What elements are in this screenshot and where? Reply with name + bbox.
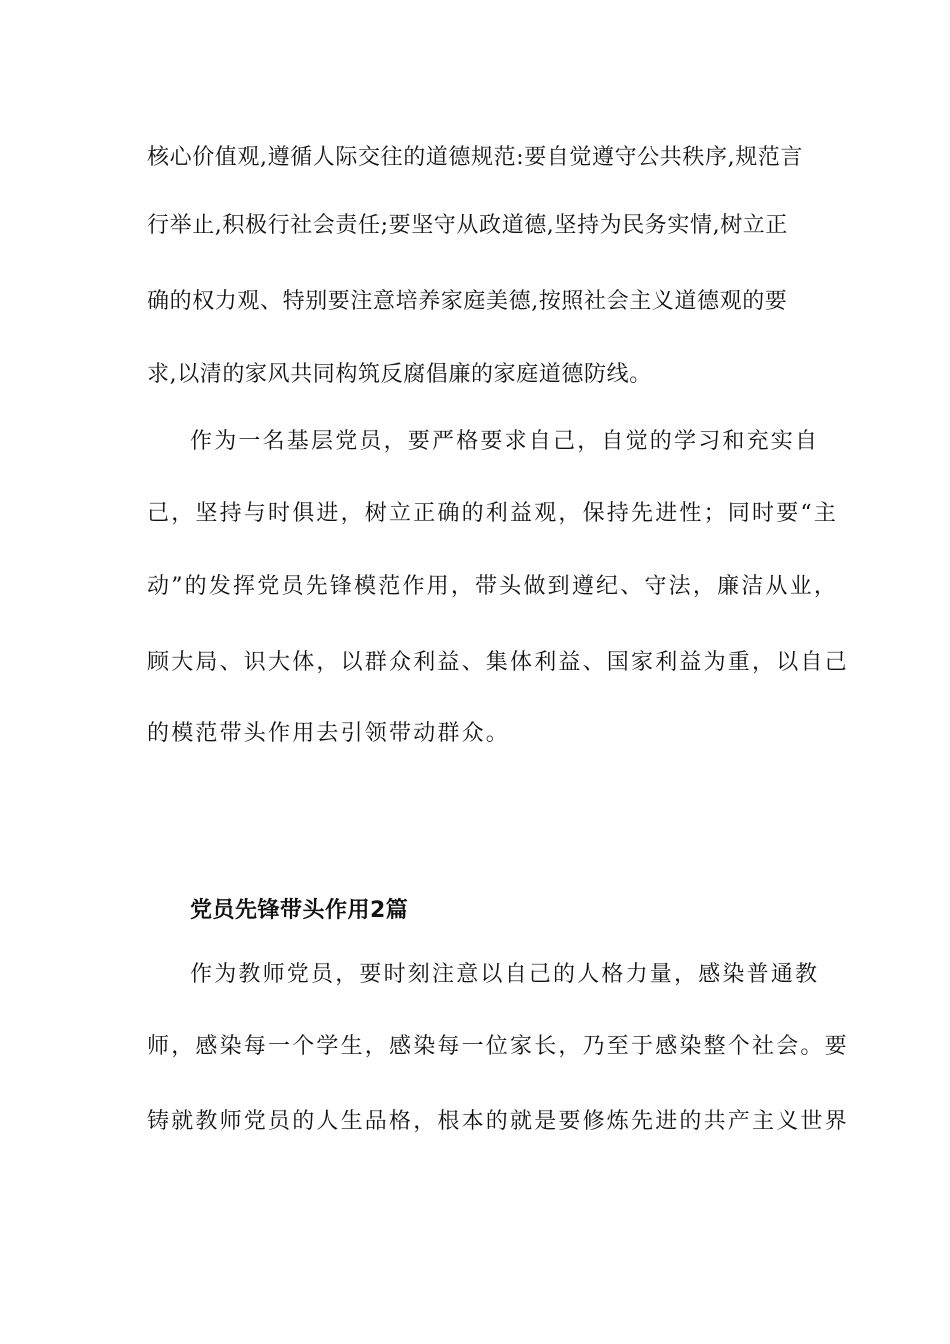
paragraph-2-line-3: 动”的发挥党员先锋模范作用，带头做到遵纪、守法，廉洁从业， (147, 574, 839, 599)
paragraph-1-line-3: 确的权力观、特别要注意培养家庭美德,按照社会主义道德观的要 (147, 289, 788, 314)
paragraph-3-line-2: 师，感染每一个学生，感染每一位家长，乃至于感染整个社会。要 (147, 1034, 849, 1059)
paragraph-2-line-4: 顾大局、识大体，以群众利益、集体利益、国家利益为重，以自己 (147, 650, 849, 675)
paragraph-2-line-5: 的模范带头作用去引领带动群众。 (147, 721, 511, 746)
paragraph-1-line-4: 求,以清的家风共同构筑反腐倡廉的家庭道德防线。 (147, 362, 652, 387)
section-heading: 党员先锋带头作用2篇 (190, 898, 409, 923)
paragraph-3-line-3: 铸就教师党员的人生品格，根本的就是要修炼先进的共产主义世界 (147, 1109, 849, 1134)
paragraph-3-line-1: 作为教师党员，要时刻注意以自己的人格力量，感染普通教 (190, 962, 820, 987)
paragraph-2-line-1: 作为一名基层党员，要严格要求自己，自觉的学习和充实自 (190, 429, 820, 454)
paragraph-1-line-1: 核心价值观,遵循人际交往的道德规范:要自觉遵守公共秩序,规范言 (147, 145, 804, 170)
paragraph-2-line-2: 己，坚持与时俱进，树立正确的利益观，保持先进性；同时要“主 (147, 501, 839, 526)
paragraph-1-line-2: 行举止,积极行社会责任;要坚守从政道德,坚持为民务实情,树立正 (147, 213, 788, 238)
